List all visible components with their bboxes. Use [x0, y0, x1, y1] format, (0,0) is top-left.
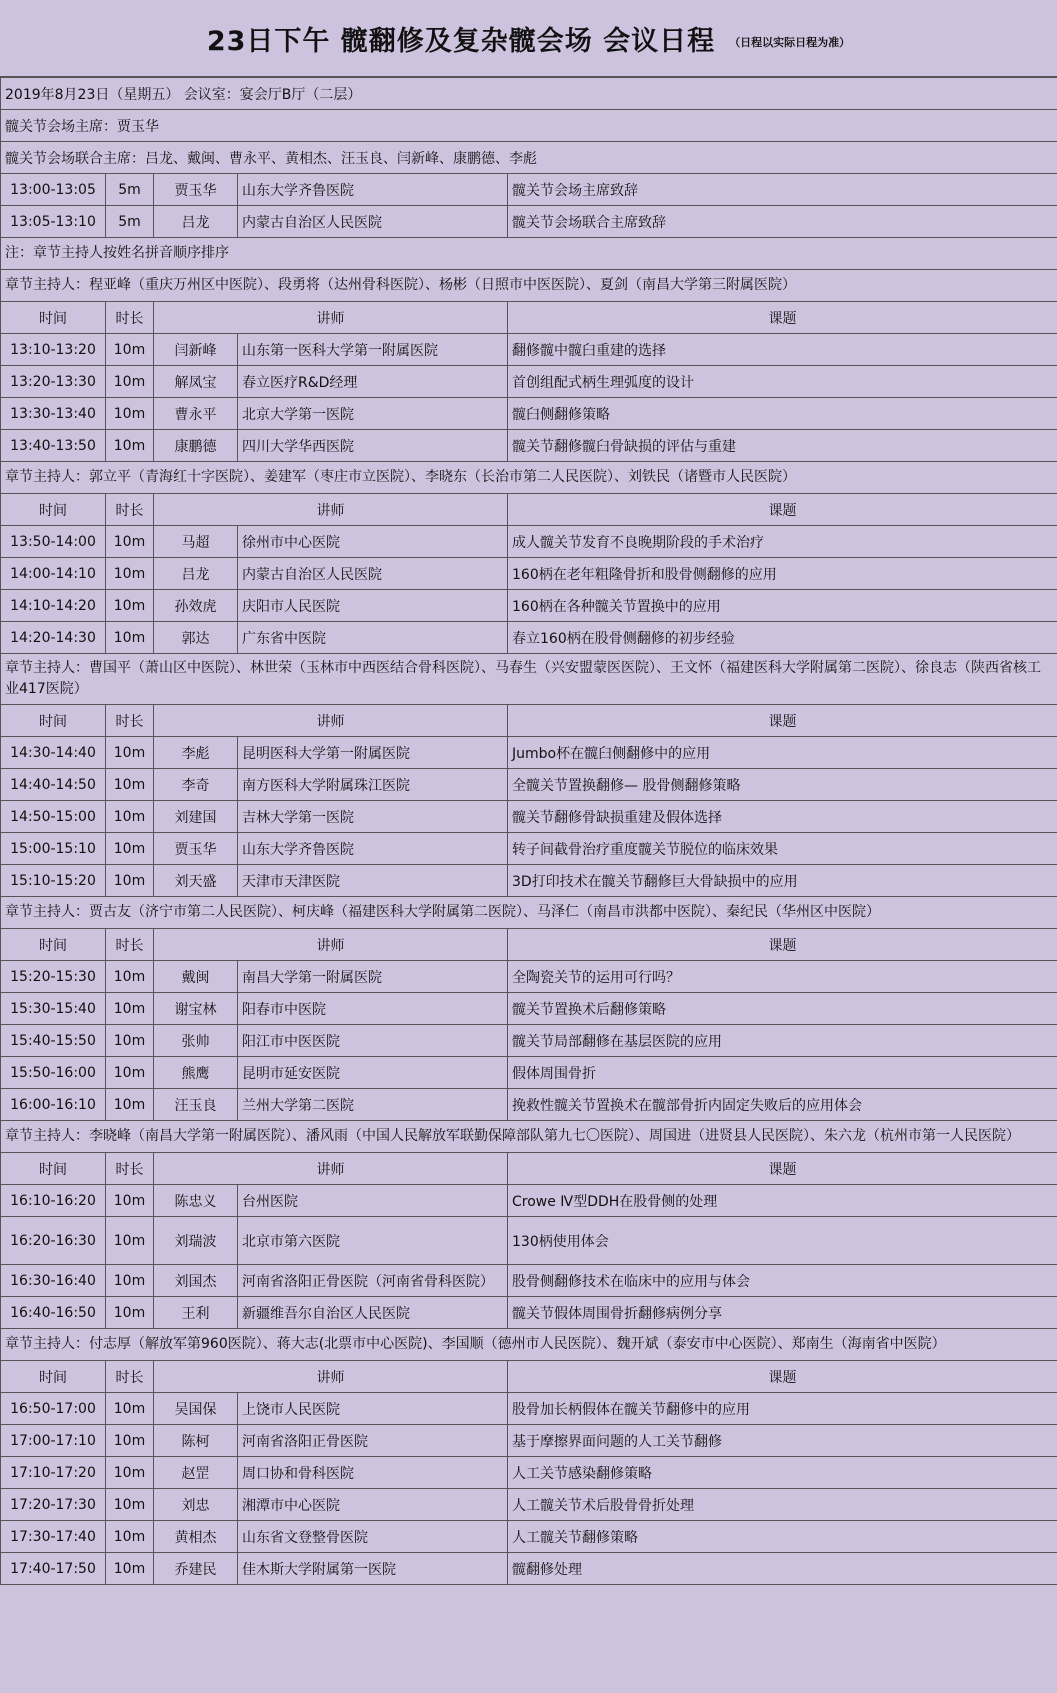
talk-time: 17:20-17:30	[1, 1489, 106, 1521]
talk-speaker: 刘天盛	[154, 865, 238, 897]
talk-time: 13:50-14:00	[1, 526, 106, 558]
talk-duration: 10m	[106, 833, 154, 865]
cochair-row	[1, 142, 1057, 174]
talk-hospital: 山东省文登整骨医院	[238, 1521, 508, 1553]
talk-topic: 髋关节局部翻修在基层医院的应用	[508, 1025, 1057, 1057]
talk-time: 17:00-17:10	[1, 1425, 106, 1457]
talk-time: 15:50-16:00	[1, 1057, 106, 1089]
talk-topic: 髋关节翻修骨缺损重建及假体选择	[508, 801, 1057, 833]
talk-topic: 股骨侧翻修技术在临床中的应用与体会	[508, 1265, 1057, 1297]
talk-hospital: 内蒙古自治区人民医院	[238, 206, 508, 238]
cochair-line: 髋关节会场联合主席：吕龙、戴闽、曹永平、黄相杰、汪玉良、闫新峰、康鹏德、李彪	[1, 142, 1057, 174]
talk-topic: 人工关节感染翻修策略	[508, 1457, 1057, 1489]
date-line: 2019年8月23日（星期五） 会议室：宴会厅B厅（二层）	[1, 78, 1057, 110]
talk-topic: 翻修髋中髋臼重建的选择	[508, 334, 1057, 366]
talk-row	[1, 1553, 1057, 1585]
talk-hospital: 北京大学第一医院	[238, 398, 508, 430]
talk-hospital: 广东省中医院	[238, 622, 508, 654]
talk-hospital: 北京市第六医院	[238, 1217, 508, 1265]
talk-speaker: 刘瑞波	[154, 1217, 238, 1265]
talk-duration: 10m	[106, 334, 154, 366]
talk-speaker: 吕龙	[154, 558, 238, 590]
section-hosts: 章节主持人：付志厚（解放军第960医院）、蒋大志(北票市中心医院)、李国顺（德州市人民医院）、魏开斌（泰安市中心医院）、郑南生（海南省中医院）	[1, 1329, 1057, 1361]
column-header-row	[1, 494, 1057, 526]
section-hosts: 章节主持人：贾古友（济宁市第二人民医院）、柯庆峰（福建医科大学附属第二医院）、马泽仁（南昌市洪都中医院）、秦纪民（华州区中医院）	[1, 897, 1057, 929]
talk-row	[1, 801, 1057, 833]
talk-duration: 10m	[106, 1265, 154, 1297]
col-header-speaker: 讲师	[154, 929, 508, 961]
talk-speaker: 贾玉华	[154, 174, 238, 206]
talk-speaker: 刘国杰	[154, 1265, 238, 1297]
section-hosts-row	[1, 1121, 1057, 1153]
talk-speaker: 马超	[154, 526, 238, 558]
col-header-speaker: 讲师	[154, 705, 508, 737]
section-hosts: 章节主持人：李晓峰（南昌大学第一附属医院）、潘风雨（中国人民解放军联勤保障部队第九七〇医院）、周国进（进贤县人民医院）、朱六龙（杭州市第一人民医院）	[1, 1121, 1057, 1153]
title-note: （日程以实际日程为准）	[729, 36, 851, 49]
talk-duration: 10m	[106, 737, 154, 769]
talk-duration: 10m	[106, 1553, 154, 1585]
talk-hospital: 兰州大学第二医院	[238, 1089, 508, 1121]
talk-row	[1, 1425, 1057, 1457]
talk-speaker: 陈忠义	[154, 1185, 238, 1217]
talk-speaker: 刘建国	[154, 801, 238, 833]
talk-topic: 挽救性髋关节置换术在髋部骨折内固定失败后的应用体会	[508, 1089, 1057, 1121]
talk-hospital: 南昌大学第一附属医院	[238, 961, 508, 993]
talk-duration: 10m	[106, 769, 154, 801]
talk-hospital: 河南省洛阳正骨医院	[238, 1425, 508, 1457]
talk-time: 17:40-17:50	[1, 1553, 106, 1585]
talk-row	[1, 558, 1057, 590]
talk-topic: 髋关节假体周围骨折翻修病例分享	[508, 1297, 1057, 1329]
talk-row	[1, 526, 1057, 558]
col-header-duration: 时长	[106, 929, 154, 961]
talk-hospital: 山东大学齐鲁医院	[238, 174, 508, 206]
talk-duration: 10m	[106, 961, 154, 993]
talk-time: 13:20-13:30	[1, 366, 106, 398]
talk-speaker: 王利	[154, 1297, 238, 1329]
page-title: 23日下午 髋翻修及复杂髋会场 会议日程	[206, 25, 716, 57]
talk-duration: 10m	[106, 1089, 154, 1121]
talk-speaker: 谢宝林	[154, 993, 238, 1025]
column-header-row	[1, 705, 1057, 737]
col-header-time: 时间	[1, 302, 106, 334]
talk-hospital: 山东大学齐鲁医院	[238, 833, 508, 865]
talk-speaker: 贾玉华	[154, 833, 238, 865]
talk-speaker: 闫新峰	[154, 334, 238, 366]
section-hosts-row	[1, 270, 1057, 302]
talk-speaker: 康鹏德	[154, 430, 238, 462]
talk-time: 16:20-16:30	[1, 1217, 106, 1265]
talk-hospital: 湘潭市中心医院	[238, 1489, 508, 1521]
talk-row	[1, 993, 1057, 1025]
talk-time: 14:00-14:10	[1, 558, 106, 590]
talk-row	[1, 1025, 1057, 1057]
talk-duration: 10m	[106, 1425, 154, 1457]
talk-duration: 10m	[106, 1185, 154, 1217]
talk-duration: 10m	[106, 1489, 154, 1521]
talk-time: 16:10-16:20	[1, 1185, 106, 1217]
talk-time: 16:50-17:00	[1, 1393, 106, 1425]
talk-row	[1, 622, 1057, 654]
talk-row	[1, 366, 1057, 398]
section-hosts-row	[1, 654, 1057, 705]
talk-hospital: 新疆维吾尔自治区人民医院	[238, 1297, 508, 1329]
talk-row	[1, 769, 1057, 801]
talk-speaker: 郭达	[154, 622, 238, 654]
col-header-duration: 时长	[106, 302, 154, 334]
talk-topic: 髋臼侧翻修策略	[508, 398, 1057, 430]
talk-duration: 10m	[106, 993, 154, 1025]
talk-duration: 10m	[106, 622, 154, 654]
talk-time: 17:30-17:40	[1, 1521, 106, 1553]
column-header-row	[1, 302, 1057, 334]
chair-line: 髋关节会场主席：贾玉华	[1, 110, 1057, 142]
col-header-duration: 时长	[106, 494, 154, 526]
talk-duration: 10m	[106, 590, 154, 622]
talk-time: 14:40-14:50	[1, 769, 106, 801]
talk-topic: 髋翻修处理	[508, 1553, 1057, 1585]
talk-duration: 10m	[106, 1297, 154, 1329]
talk-topic: 髋关节会场主席致辞	[508, 174, 1057, 206]
talk-topic: Crowe Ⅳ型DDH在股骨侧的处理	[508, 1185, 1057, 1217]
talk-duration: 10m	[106, 1457, 154, 1489]
talk-time: 13:30-13:40	[1, 398, 106, 430]
talk-topic: 髋关节置换术后翻修策略	[508, 993, 1057, 1025]
column-header-row	[1, 1361, 1057, 1393]
talk-speaker: 李彪	[154, 737, 238, 769]
talk-row	[1, 737, 1057, 769]
talk-time: 14:50-15:00	[1, 801, 106, 833]
talk-topic: 160柄在各种髋关节置换中的应用	[508, 590, 1057, 622]
talk-time: 13:05-13:10	[1, 206, 106, 238]
talk-row	[1, 398, 1057, 430]
talk-speaker: 解凤宝	[154, 366, 238, 398]
talk-duration: 10m	[106, 865, 154, 897]
title-bar	[0, 0, 1057, 77]
talk-hospital: 阳江市中医医院	[238, 1025, 508, 1057]
talk-duration: 5m	[106, 206, 154, 238]
talk-time: 15:40-15:50	[1, 1025, 106, 1057]
talk-topic: 转子间截骨治疗重度髋关节脱位的临床效果	[508, 833, 1057, 865]
talk-time: 15:30-15:40	[1, 993, 106, 1025]
talk-time: 17:10-17:20	[1, 1457, 106, 1489]
col-header-topic: 课题	[508, 1153, 1057, 1185]
col-header-topic: 课题	[508, 929, 1057, 961]
talk-row	[1, 1089, 1057, 1121]
note-row	[1, 238, 1057, 270]
talk-row	[1, 1297, 1057, 1329]
talk-hospital: 上饶市人民医院	[238, 1393, 508, 1425]
col-header-topic: 课题	[508, 302, 1057, 334]
talk-speaker: 吕龙	[154, 206, 238, 238]
talk-duration: 10m	[106, 1025, 154, 1057]
talk-hospital: 山东第一医科大学第一附属医院	[238, 334, 508, 366]
talk-topic: 全陶瓷关节的运用可行吗？	[508, 961, 1057, 993]
talk-row	[1, 590, 1057, 622]
talk-hospital: 河南省洛阳正骨医院（河南省骨科医院）	[238, 1265, 508, 1297]
talk-speaker: 熊鹰	[154, 1057, 238, 1089]
talk-speaker: 汪玉良	[154, 1089, 238, 1121]
col-header-duration: 时长	[106, 705, 154, 737]
talk-time: 14:30-14:40	[1, 737, 106, 769]
talk-time: 16:30-16:40	[1, 1265, 106, 1297]
talk-topic: 髋关节翻修髋臼骨缺损的评估与重建	[508, 430, 1057, 462]
talk-topic: 首创组配式柄生理弧度的设计	[508, 366, 1057, 398]
talk-duration: 5m	[106, 174, 154, 206]
talk-row	[1, 865, 1057, 897]
talk-speaker: 孙效虎	[154, 590, 238, 622]
talk-hospital: 吉林大学第一医院	[238, 801, 508, 833]
talk-topic: 人工髋关节术后股骨骨折处理	[508, 1489, 1057, 1521]
talk-topic: 基于摩擦界面问题的人工关节翻修	[508, 1425, 1057, 1457]
talk-hospital: 阳春市中医院	[238, 993, 508, 1025]
talk-speaker: 陈柯	[154, 1425, 238, 1457]
col-header-time: 时间	[1, 929, 106, 961]
talk-topic: 全髋关节置换翻修— 股骨侧翻修策略	[508, 769, 1057, 801]
col-header-speaker: 讲师	[154, 1153, 508, 1185]
talk-time: 13:10-13:20	[1, 334, 106, 366]
talk-row	[1, 1057, 1057, 1089]
col-header-duration: 时长	[106, 1361, 154, 1393]
talk-time: 14:20-14:30	[1, 622, 106, 654]
section-hosts-row	[1, 462, 1057, 494]
talk-row	[1, 1393, 1057, 1425]
col-header-topic: 课题	[508, 1361, 1057, 1393]
column-header-row	[1, 929, 1057, 961]
col-header-time: 时间	[1, 494, 106, 526]
talk-duration: 10m	[106, 526, 154, 558]
talk-row	[1, 206, 1057, 238]
col-header-speaker: 讲师	[154, 494, 508, 526]
talk-time: 13:00-13:05	[1, 174, 106, 206]
col-header-time: 时间	[1, 1153, 106, 1185]
talk-topic: 成人髋关节发育不良晚期阶段的手术治疗	[508, 526, 1057, 558]
col-header-speaker: 讲师	[154, 302, 508, 334]
talk-row	[1, 430, 1057, 462]
talk-hospital: 昆明市延安医院	[238, 1057, 508, 1089]
talk-speaker: 戴闽	[154, 961, 238, 993]
section-hosts: 章节主持人：程亚峰（重庆万州区中医院）、段勇将（达州骨科医院）、杨彬（日照市中医医院）、夏剑（南昌大学第三附属医院）	[1, 270, 1057, 302]
talk-speaker: 张帅	[154, 1025, 238, 1057]
talk-row	[1, 174, 1057, 206]
talk-time: 15:10-15:20	[1, 865, 106, 897]
talk-hospital: 徐州市中心医院	[238, 526, 508, 558]
talk-time: 14:10-14:20	[1, 590, 106, 622]
col-header-speaker: 讲师	[154, 1361, 508, 1393]
talk-hospital: 台州医院	[238, 1185, 508, 1217]
talk-duration: 10m	[106, 430, 154, 462]
talk-topic: 假体周围骨折	[508, 1057, 1057, 1089]
section-hosts: 章节主持人：曹国平（萧山区中医院）、林世荣（玉林市中西医结合骨科医院）、马春生（兴安盟蒙医医院）、王文怀（福建医科大学附属第二医院）、徐良志（陕西省核工业417医院）	[1, 654, 1057, 705]
talk-hospital: 昆明医科大学第一附属医院	[238, 737, 508, 769]
talk-topic: 160柄在老年粗隆骨折和股骨侧翻修的应用	[508, 558, 1057, 590]
talk-hospital: 南方医科大学附属珠江医院	[238, 769, 508, 801]
talk-time: 13:40-13:50	[1, 430, 106, 462]
talk-row	[1, 1185, 1057, 1217]
talk-topic: 春立160柄在股骨侧翻修的初步经验	[508, 622, 1057, 654]
col-header-time: 时间	[1, 705, 106, 737]
talk-time: 15:20-15:30	[1, 961, 106, 993]
talk-topic: 人工髋关节翻修策略	[508, 1521, 1057, 1553]
talk-time: 16:40-16:50	[1, 1297, 106, 1329]
talk-duration: 10m	[106, 1217, 154, 1265]
col-header-topic: 课题	[508, 705, 1057, 737]
note-line: 注：章节主持人按姓名拼音顺序排序	[1, 238, 1057, 270]
talk-speaker: 赵罡	[154, 1457, 238, 1489]
talk-time: 16:00-16:10	[1, 1089, 106, 1121]
talk-topic: 股骨加长柄假体在髋关节翻修中的应用	[508, 1393, 1057, 1425]
talk-duration: 10m	[106, 1521, 154, 1553]
talk-duration: 10m	[106, 801, 154, 833]
talk-duration: 10m	[106, 366, 154, 398]
talk-row	[1, 1489, 1057, 1521]
section-hosts-row	[1, 897, 1057, 929]
talk-topic: 髋关节会场联合主席致辞	[508, 206, 1057, 238]
talk-topic: 130柄使用体会	[508, 1217, 1057, 1265]
talk-row	[1, 334, 1057, 366]
talk-duration: 10m	[106, 558, 154, 590]
talk-row	[1, 1217, 1057, 1265]
talk-time: 15:00-15:10	[1, 833, 106, 865]
talk-topic: 3D打印技术在髋关节翻修巨大骨缺损中的应用	[508, 865, 1057, 897]
chair-row	[1, 110, 1057, 142]
talk-hospital: 庆阳市人民医院	[238, 590, 508, 622]
talk-row	[1, 1265, 1057, 1297]
talk-row	[1, 1457, 1057, 1489]
talk-hospital: 内蒙古自治区人民医院	[238, 558, 508, 590]
talk-hospital: 佳木斯大学附属第一医院	[238, 1553, 508, 1585]
talk-hospital: 周口协和骨科医院	[238, 1457, 508, 1489]
col-header-duration: 时长	[106, 1153, 154, 1185]
date-row	[1, 78, 1057, 110]
section-hosts-row	[1, 1329, 1057, 1361]
talk-duration: 10m	[106, 1057, 154, 1089]
talk-speaker: 刘忠	[154, 1489, 238, 1521]
col-header-time: 时间	[1, 1361, 106, 1393]
schedule-table	[0, 77, 1057, 1585]
talk-duration: 10m	[106, 1393, 154, 1425]
section-hosts: 章节主持人：郭立平（青海红十字医院）、姜建军（枣庄市立医院）、李晓东（长治市第二人民医院）、刘铁民（诸暨市人民医院）	[1, 462, 1057, 494]
talk-hospital: 春立医疗R&D经理	[238, 366, 508, 398]
talk-hospital: 四川大学华西医院	[238, 430, 508, 462]
talk-speaker: 黄相杰	[154, 1521, 238, 1553]
talk-hospital: 天津市天津医院	[238, 865, 508, 897]
talk-speaker: 乔建民	[154, 1553, 238, 1585]
col-header-topic: 课题	[508, 494, 1057, 526]
column-header-row	[1, 1153, 1057, 1185]
talk-row	[1, 1521, 1057, 1553]
talk-speaker: 吴国保	[154, 1393, 238, 1425]
talk-speaker: 李奇	[154, 769, 238, 801]
talk-row	[1, 961, 1057, 993]
talk-row	[1, 833, 1057, 865]
talk-speaker: 曹永平	[154, 398, 238, 430]
talk-duration: 10m	[106, 398, 154, 430]
talk-topic: Jumbo杯在髋臼侧翻修中的应用	[508, 737, 1057, 769]
